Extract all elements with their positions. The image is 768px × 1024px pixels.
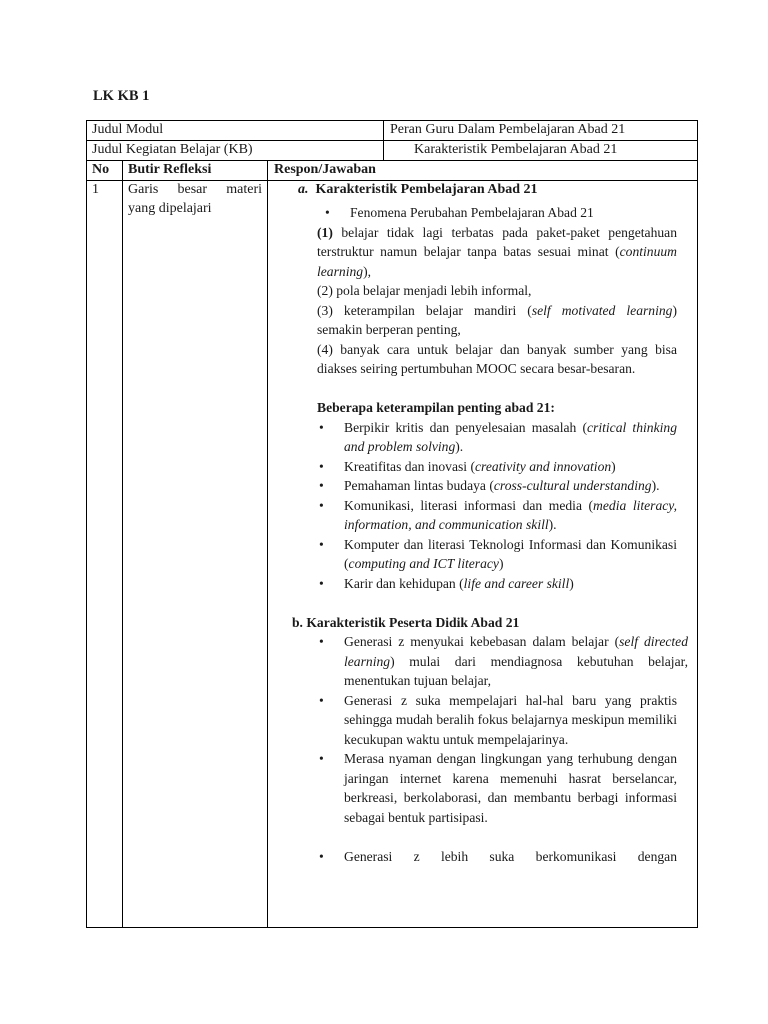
header-butir-refleksi: Butir Refleksi (128, 162, 212, 177)
skill-italic: critical thinking and problem solving (344, 419, 677, 454)
row-number: 1 (92, 182, 99, 197)
table-col-divider (122, 160, 123, 928)
skill-text: Pemahaman lintas budaya ( (344, 478, 494, 493)
skill-text: Karir dan kehidupan ( (344, 575, 464, 591)
skill-italic: creativity and innovation (475, 458, 612, 474)
skill-item (317, 476, 677, 496)
point-1-number: (1) (317, 224, 333, 240)
skill-end: ) (498, 556, 504, 571)
section-b-text: Generasi z menyukai kebebasan dalam belajar ( (344, 634, 620, 649)
skill-end: ). (548, 517, 557, 532)
butir-line-1: Garis besar materi (128, 182, 262, 197)
skill-item (317, 418, 677, 457)
point-4: (4) banyak cara untuk belajar dan banyak sumber yang bisa diakses seiring pertumbuhan MOOC secara besar-besaran. (317, 341, 677, 376)
skill-italic: computing and ICT literacy (348, 556, 499, 571)
kb-title-label: Judul Kegiatan Belajar (KB) (92, 142, 253, 157)
skill-item (317, 457, 677, 477)
skill-end: ). (455, 439, 464, 454)
sub-bullet-text: Fenomena Perubahan Pembelajaran Abad 21 (350, 205, 594, 220)
section-b-item: • Generasi z lebih suka berkomunikasi dengan (317, 847, 677, 867)
skill-item (317, 574, 677, 594)
section-a-heading (298, 181, 538, 199)
table-border-right (697, 120, 698, 928)
skill-text: Berpikir kritis dan penyelesaian masalah ( (344, 419, 587, 435)
skill-end: ) (611, 458, 616, 474)
skill-italic: media literacy, information, and communication skill (344, 497, 677, 532)
point-3-italic: self motivated learning (531, 302, 673, 318)
skill-item (317, 496, 677, 535)
point-2: (2) pola belajar menjadi lebih informal, (317, 283, 532, 298)
point-1 (317, 223, 677, 282)
table-border-left (86, 120, 87, 928)
skill-text: Kreatifitas dan inovasi ( (344, 458, 475, 474)
skills-heading: Beberapa keterampilan penting abad 21: (317, 400, 555, 415)
skill-item (317, 535, 677, 574)
section-a-marker: a. (298, 182, 309, 197)
table-border-bottom (86, 927, 698, 928)
header-respon-jawaban: Respon/Jawaban (274, 162, 376, 177)
skill-text: Komunikasi, literasi informasi dan media ( (344, 497, 594, 513)
butir-line-2: yang dipelajari (128, 201, 212, 216)
section-b-end: ) mulai dari mendiagnosa kebutuhan belajar, menentukan tujuan belajar, (344, 653, 688, 688)
header-no: No (92, 162, 110, 177)
section-b-item: • Generasi z suka mempelajari hal-hal baru yang praktis sehingga mudah beralih fokus belajarnya meskipun memiliki kecukupan waktu untuk mempelajarinya. (317, 691, 677, 750)
point-3-text: (3) keterampilan belajar mandiri ( (317, 302, 532, 318)
module-title-label: Judul Modul (92, 122, 164, 137)
section-b-item: • Merasa nyaman dengan lingkungan yang terhubung dengan jaringan internet karena memenuhi hasrat berselancar, berkreasi, berkolaborasi, dan membantu berbagi informasi sebagai bentuk partisipasi. (317, 749, 677, 827)
section-a-title: Karakteristik Pembelajaran Abad 21 (315, 182, 538, 197)
module-title-value: Peran Guru Dalam Pembelajaran Abad 21 (390, 122, 626, 137)
point-1-italic: continuum learning (317, 244, 677, 279)
point-3 (317, 301, 677, 340)
skill-italic: life and career skill (463, 575, 570, 591)
table-col-divider (267, 160, 268, 928)
skill-italic: cross-cultural understanding (493, 478, 652, 493)
skill-end: ). (651, 478, 660, 493)
kb-title-value: Karakteristik Pembelajaran Abad 21 (414, 142, 618, 157)
sub-bullet (323, 203, 677, 223)
document-title: LK KB 1 (93, 88, 150, 104)
point-3-end: ) semakin berperan penting, (317, 302, 677, 337)
table-col-divider (383, 120, 384, 160)
section-b-item (317, 632, 688, 691)
skill-text: Komputer dan literasi Teknologi Informasi dan Komunikasi ( (344, 536, 677, 571)
section-b-italic: self directed learning (344, 634, 689, 669)
section-b-heading: b. Karakteristik Peserta Didik Abad 21 (292, 614, 520, 630)
point-1-end: ), (363, 263, 372, 279)
response-content (292, 203, 689, 866)
point-1-text: belajar tidak lagi terbatas pada paket-paket pengetahuan terstruktur namun belajar tanpa batas sesuai minat ( (317, 224, 677, 259)
skill-end: ) (569, 575, 574, 591)
